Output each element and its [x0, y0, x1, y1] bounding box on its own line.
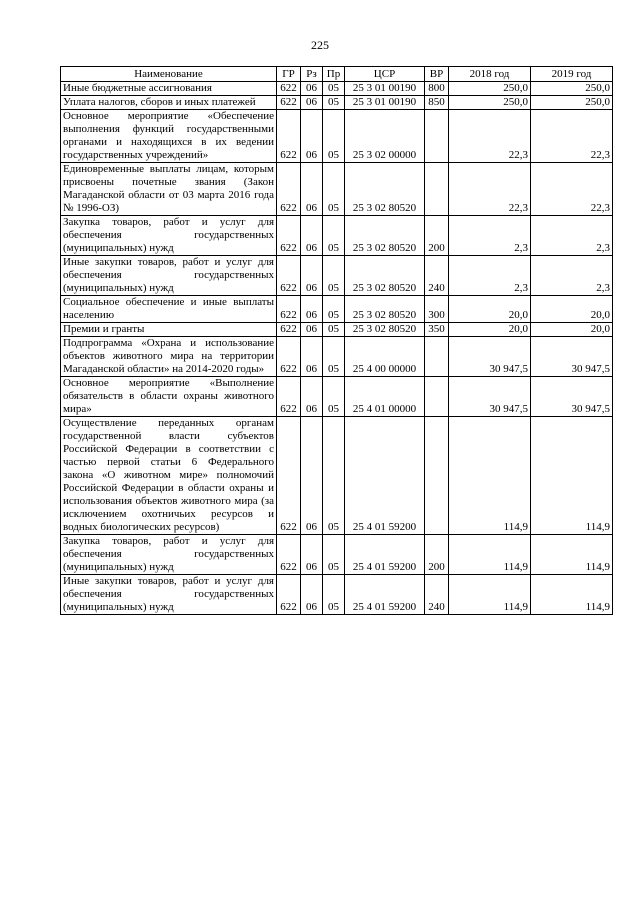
cell-gr: 622 [277, 82, 301, 96]
cell-pr: 05 [323, 82, 345, 96]
cell-rz: 06 [301, 216, 323, 256]
cell-rz: 06 [301, 82, 323, 96]
cell-gr: 622 [277, 96, 301, 110]
cell-2019: 250,0 [531, 96, 613, 110]
cell-csr: 25 4 00 00000 [345, 337, 425, 377]
cell-csr: 25 4 01 59200 [345, 417, 425, 535]
cell-2018: 114,9 [449, 535, 531, 575]
cell-pr: 05 [323, 417, 345, 535]
cell-csr: 25 3 02 80520 [345, 256, 425, 296]
table-row [61, 96, 613, 110]
table-row [61, 163, 613, 216]
cell-pr: 05 [323, 110, 345, 163]
cell-2019: 114,9 [531, 535, 613, 575]
cell-name: Осуществление переданных органам государственной власти субъектов Российской Федерации в соответствии с частью первой статьи 6 Федерального закона «О животном мире» полномочий Российской Федерации в области охраны и использования объектов животного мира (за исключением охотничьих ресурсов и водных биологических ресурсов) [61, 417, 277, 535]
table-row [61, 535, 613, 575]
header-2018: 2018 год [449, 67, 531, 82]
cell-rz: 06 [301, 163, 323, 216]
header-pr: Пр [323, 67, 345, 82]
cell-name: Премии и гранты [61, 323, 277, 337]
cell-rz: 06 [301, 256, 323, 296]
cell-pr: 05 [323, 337, 345, 377]
table-row [61, 575, 613, 615]
cell-rz: 06 [301, 96, 323, 110]
cell-gr: 622 [277, 216, 301, 256]
cell-csr: 25 3 02 80520 [345, 323, 425, 337]
cell-rz: 06 [301, 535, 323, 575]
cell-gr: 622 [277, 377, 301, 417]
table-row [61, 256, 613, 296]
table-row [61, 110, 613, 163]
cell-name: Иные бюджетные ассигнования [61, 82, 277, 96]
cell-pr: 05 [323, 323, 345, 337]
cell-2018: 250,0 [449, 96, 531, 110]
cell-2019: 20,0 [531, 296, 613, 323]
table-row [61, 337, 613, 377]
cell-2018: 114,9 [449, 417, 531, 535]
cell-gr: 622 [277, 417, 301, 535]
cell-csr: 25 3 02 00000 [345, 110, 425, 163]
cell-2019: 114,9 [531, 417, 613, 535]
header-2019: 2019 год [531, 67, 613, 82]
cell-vr [425, 110, 449, 163]
cell-2019: 22,3 [531, 163, 613, 216]
cell-gr: 622 [277, 296, 301, 323]
header-gr: ГР [277, 67, 301, 82]
cell-gr: 622 [277, 256, 301, 296]
cell-name: Подпрограмма «Охрана и использование объектов животного мира на территории Магаданской области» на 2014-2020 годы» [61, 337, 277, 377]
cell-rz: 06 [301, 296, 323, 323]
cell-2018: 20,0 [449, 296, 531, 323]
cell-2018: 22,3 [449, 110, 531, 163]
cell-2019: 22,3 [531, 110, 613, 163]
table-row [61, 296, 613, 323]
cell-gr: 622 [277, 163, 301, 216]
cell-vr: 200 [425, 535, 449, 575]
cell-csr: 25 3 02 80520 [345, 216, 425, 256]
cell-name: Закупка товаров, работ и услуг для обеспечения государственных (муниципальных) нужд [61, 216, 277, 256]
table-row [61, 216, 613, 256]
cell-vr: 240 [425, 256, 449, 296]
cell-2018: 250,0 [449, 82, 531, 96]
cell-pr: 05 [323, 377, 345, 417]
cell-gr: 622 [277, 575, 301, 615]
cell-2019: 2,3 [531, 216, 613, 256]
cell-pr: 05 [323, 575, 345, 615]
cell-vr: 200 [425, 216, 449, 256]
cell-name: Закупка товаров, работ и услуг для обеспечения государственных (муниципальных) нужд [61, 535, 277, 575]
cell-rz: 06 [301, 377, 323, 417]
cell-2018: 2,3 [449, 216, 531, 256]
cell-name: Основное мероприятие «Выполнение обязательств в области охраны животного мира» [61, 377, 277, 417]
cell-2019: 30 947,5 [531, 377, 613, 417]
cell-2019: 30 947,5 [531, 337, 613, 377]
cell-2019: 20,0 [531, 323, 613, 337]
cell-vr [425, 337, 449, 377]
cell-vr: 850 [425, 96, 449, 110]
cell-2018: 114,9 [449, 575, 531, 615]
cell-name: Иные закупки товаров, работ и услуг для обеспечения государственных (муниципальных) нужд [61, 575, 277, 615]
cell-2019: 2,3 [531, 256, 613, 296]
cell-pr: 05 [323, 256, 345, 296]
header-vr: ВР [425, 67, 449, 82]
cell-vr: 240 [425, 575, 449, 615]
cell-pr: 05 [323, 163, 345, 216]
cell-2019: 250,0 [531, 82, 613, 96]
cell-2018: 30 947,5 [449, 377, 531, 417]
cell-gr: 622 [277, 110, 301, 163]
cell-rz: 06 [301, 110, 323, 163]
cell-name: Единовременные выплаты лицам, которым присвоены почетные звания (Закон Магаданской области от 03 марта 2016 года № 1996-ОЗ) [61, 163, 277, 216]
cell-2018: 22,3 [449, 163, 531, 216]
cell-rz: 06 [301, 323, 323, 337]
header-csr: ЦСР [345, 67, 425, 82]
cell-csr: 25 4 01 00000 [345, 377, 425, 417]
cell-gr: 622 [277, 337, 301, 377]
cell-csr: 25 3 01 00190 [345, 96, 425, 110]
cell-pr: 05 [323, 216, 345, 256]
cell-name: Основное мероприятие «Обеспечение выполнения функций государственными органами и находящихся в их ведении государственных учреждений» [61, 110, 277, 163]
cell-name: Уплата налогов, сборов и иных платежей [61, 96, 277, 110]
table-row [61, 377, 613, 417]
cell-rz: 06 [301, 575, 323, 615]
cell-csr: 25 3 02 80520 [345, 296, 425, 323]
cell-vr [425, 163, 449, 216]
page-number: 225 [311, 38, 329, 52]
header-rz: Рз [301, 67, 323, 82]
table-row [61, 323, 613, 337]
cell-2019: 114,9 [531, 575, 613, 615]
cell-csr: 25 4 01 59200 [345, 575, 425, 615]
cell-rz: 06 [301, 417, 323, 535]
cell-vr: 300 [425, 296, 449, 323]
cell-csr: 25 3 01 00190 [345, 82, 425, 96]
cell-vr [425, 417, 449, 535]
cell-gr: 622 [277, 323, 301, 337]
cell-pr: 05 [323, 535, 345, 575]
cell-gr: 622 [277, 535, 301, 575]
table-header-row [61, 67, 613, 82]
cell-2018: 2,3 [449, 256, 531, 296]
cell-vr: 800 [425, 82, 449, 96]
table-body [61, 82, 613, 615]
cell-rz: 06 [301, 337, 323, 377]
cell-name: Иные закупки товаров, работ и услуг для обеспечения государственных (муниципальных) нужд [61, 256, 277, 296]
cell-vr: 350 [425, 323, 449, 337]
table-row [61, 82, 613, 96]
cell-csr: 25 3 02 80520 [345, 163, 425, 216]
cell-name: Социальное обеспечение и иные выплаты населению [61, 296, 277, 323]
cell-vr [425, 377, 449, 417]
budget-table [60, 66, 613, 615]
cell-pr: 05 [323, 96, 345, 110]
cell-2018: 20,0 [449, 323, 531, 337]
cell-csr: 25 4 01 59200 [345, 535, 425, 575]
table-row [61, 417, 613, 535]
cell-2018: 30 947,5 [449, 337, 531, 377]
cell-pr: 05 [323, 296, 345, 323]
header-name: Наименование [61, 67, 277, 82]
